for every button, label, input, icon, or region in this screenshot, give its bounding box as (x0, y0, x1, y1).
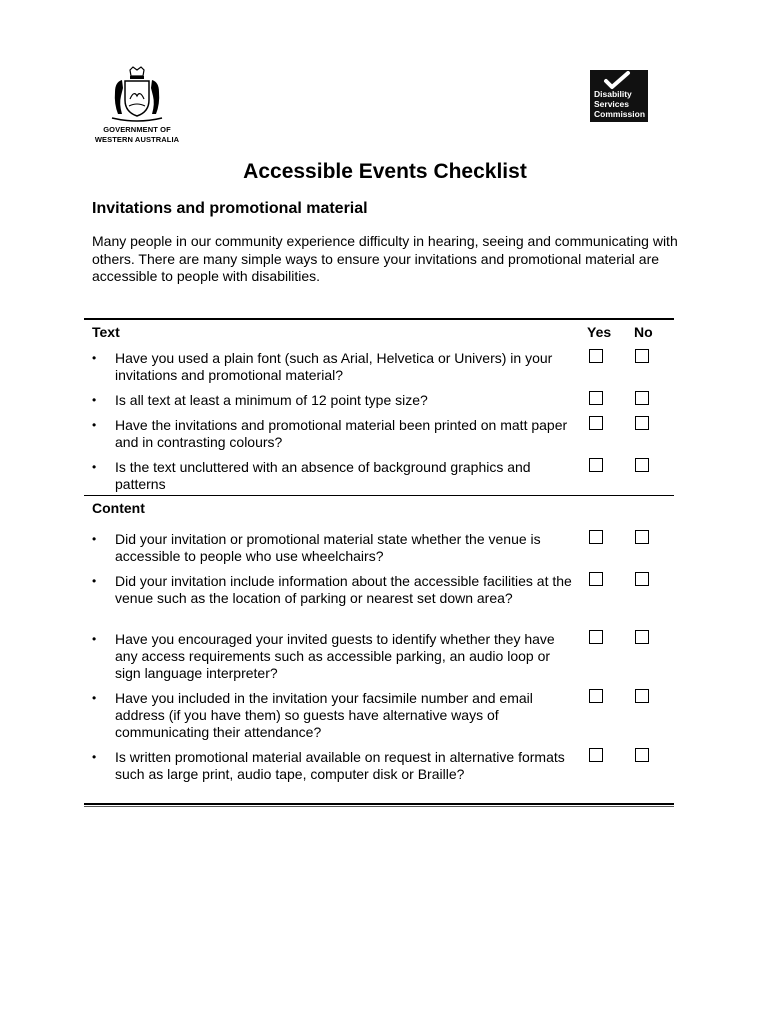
yes-checkbox[interactable] (589, 458, 603, 472)
no-checkbox[interactable] (635, 458, 649, 472)
checklist-item-text: Have you included in the invitation your facsimile number and email address (if you have them) so guests have alternative ways of communicating their attendance? (115, 690, 533, 740)
no-checkbox[interactable] (635, 530, 649, 544)
checklist-item-text: Is the text uncluttered with an absence of background graphics and patterns (115, 459, 531, 492)
table-top-rule (84, 318, 674, 320)
bullet: • (92, 460, 97, 474)
bullet: • (92, 632, 97, 646)
yes-checkbox[interactable] (589, 349, 603, 363)
yes-checkbox[interactable] (589, 630, 603, 644)
checklist-item-text: Did your invitation or promotional material state whether the venue is accessible to people who use wheelchairs? (115, 531, 541, 564)
checkmark-icon (592, 71, 644, 91)
gov-label-line1: GOVERNMENT OF (103, 125, 171, 134)
no-checkbox[interactable] (635, 630, 649, 644)
no-checkbox[interactable] (635, 349, 649, 363)
coat-of-arms-icon (106, 66, 168, 124)
no-checkbox[interactable] (635, 416, 649, 430)
no-checkbox[interactable] (635, 748, 649, 762)
group-divider (84, 495, 674, 496)
bullet: • (92, 532, 97, 546)
checklist-item-text: Is written promotional material available on request in alternative formats such as large print, audio tape, computer disk or Braille? (115, 749, 565, 782)
dsc-logo (590, 70, 648, 122)
column-header-no: No (634, 324, 653, 340)
page-title: Accessible Events Checklist (243, 160, 527, 183)
table-bottom-rule (84, 803, 674, 805)
column-header-yes: Yes (587, 324, 612, 340)
group-heading-text: Text (92, 324, 120, 340)
no-checkbox[interactable] (635, 572, 649, 586)
dsc-line-3: Commission (594, 109, 646, 119)
no-checkbox[interactable] (635, 689, 649, 703)
page-header (0, 0, 770, 160)
no-checkbox[interactable] (635, 391, 649, 405)
checklist-item-text: Have you encouraged your invited guests to identify whether they have any access requirements such as accessible parking, an audio loop or sign language interpreter? (115, 631, 555, 681)
bullet: • (92, 351, 97, 365)
bullet: • (92, 418, 97, 432)
dsc-line-2: Services (594, 99, 629, 109)
yes-checkbox[interactable] (589, 416, 603, 430)
bullet: • (92, 393, 97, 407)
checklist-item-text: Is all text at least a minimum of 12 point type size? (115, 392, 428, 408)
checklist-item-text: Did your invitation include information about the accessible facilities at the venue such as the location of parking or nearest set down area? (115, 573, 572, 606)
bullet: • (92, 750, 97, 764)
gov-label-line2: WESTERN AUSTRALIA (94, 135, 180, 144)
yes-checkbox[interactable] (589, 689, 603, 703)
bullet: • (92, 691, 97, 705)
dsc-line-1: Disability (594, 89, 632, 99)
yes-checkbox[interactable] (589, 748, 603, 762)
dsc-logo-text (594, 89, 645, 119)
checklist-item-text: Have the invitations and promotional material been printed on matt paper and in contrasting colours? (115, 417, 568, 450)
group-heading-content: Content (92, 500, 145, 516)
bullet: • (92, 574, 97, 588)
wa-government-crest (92, 66, 182, 144)
checklist-item-text: Have you used a plain font (such as Arial, Helvetica or Univers) in your invitations and promotional material? (115, 350, 553, 383)
section-title: Invitations and promotional material (92, 200, 368, 217)
yes-checkbox[interactable] (589, 530, 603, 544)
yes-checkbox[interactable] (589, 391, 603, 405)
intro-paragraph: Many people in our community experience difficulty in hearing, seeing and communicating with others. There are many simple ways to ensure your invitations and promotional material are accessible to people with disabilities. (92, 233, 678, 284)
yes-checkbox[interactable] (589, 572, 603, 586)
